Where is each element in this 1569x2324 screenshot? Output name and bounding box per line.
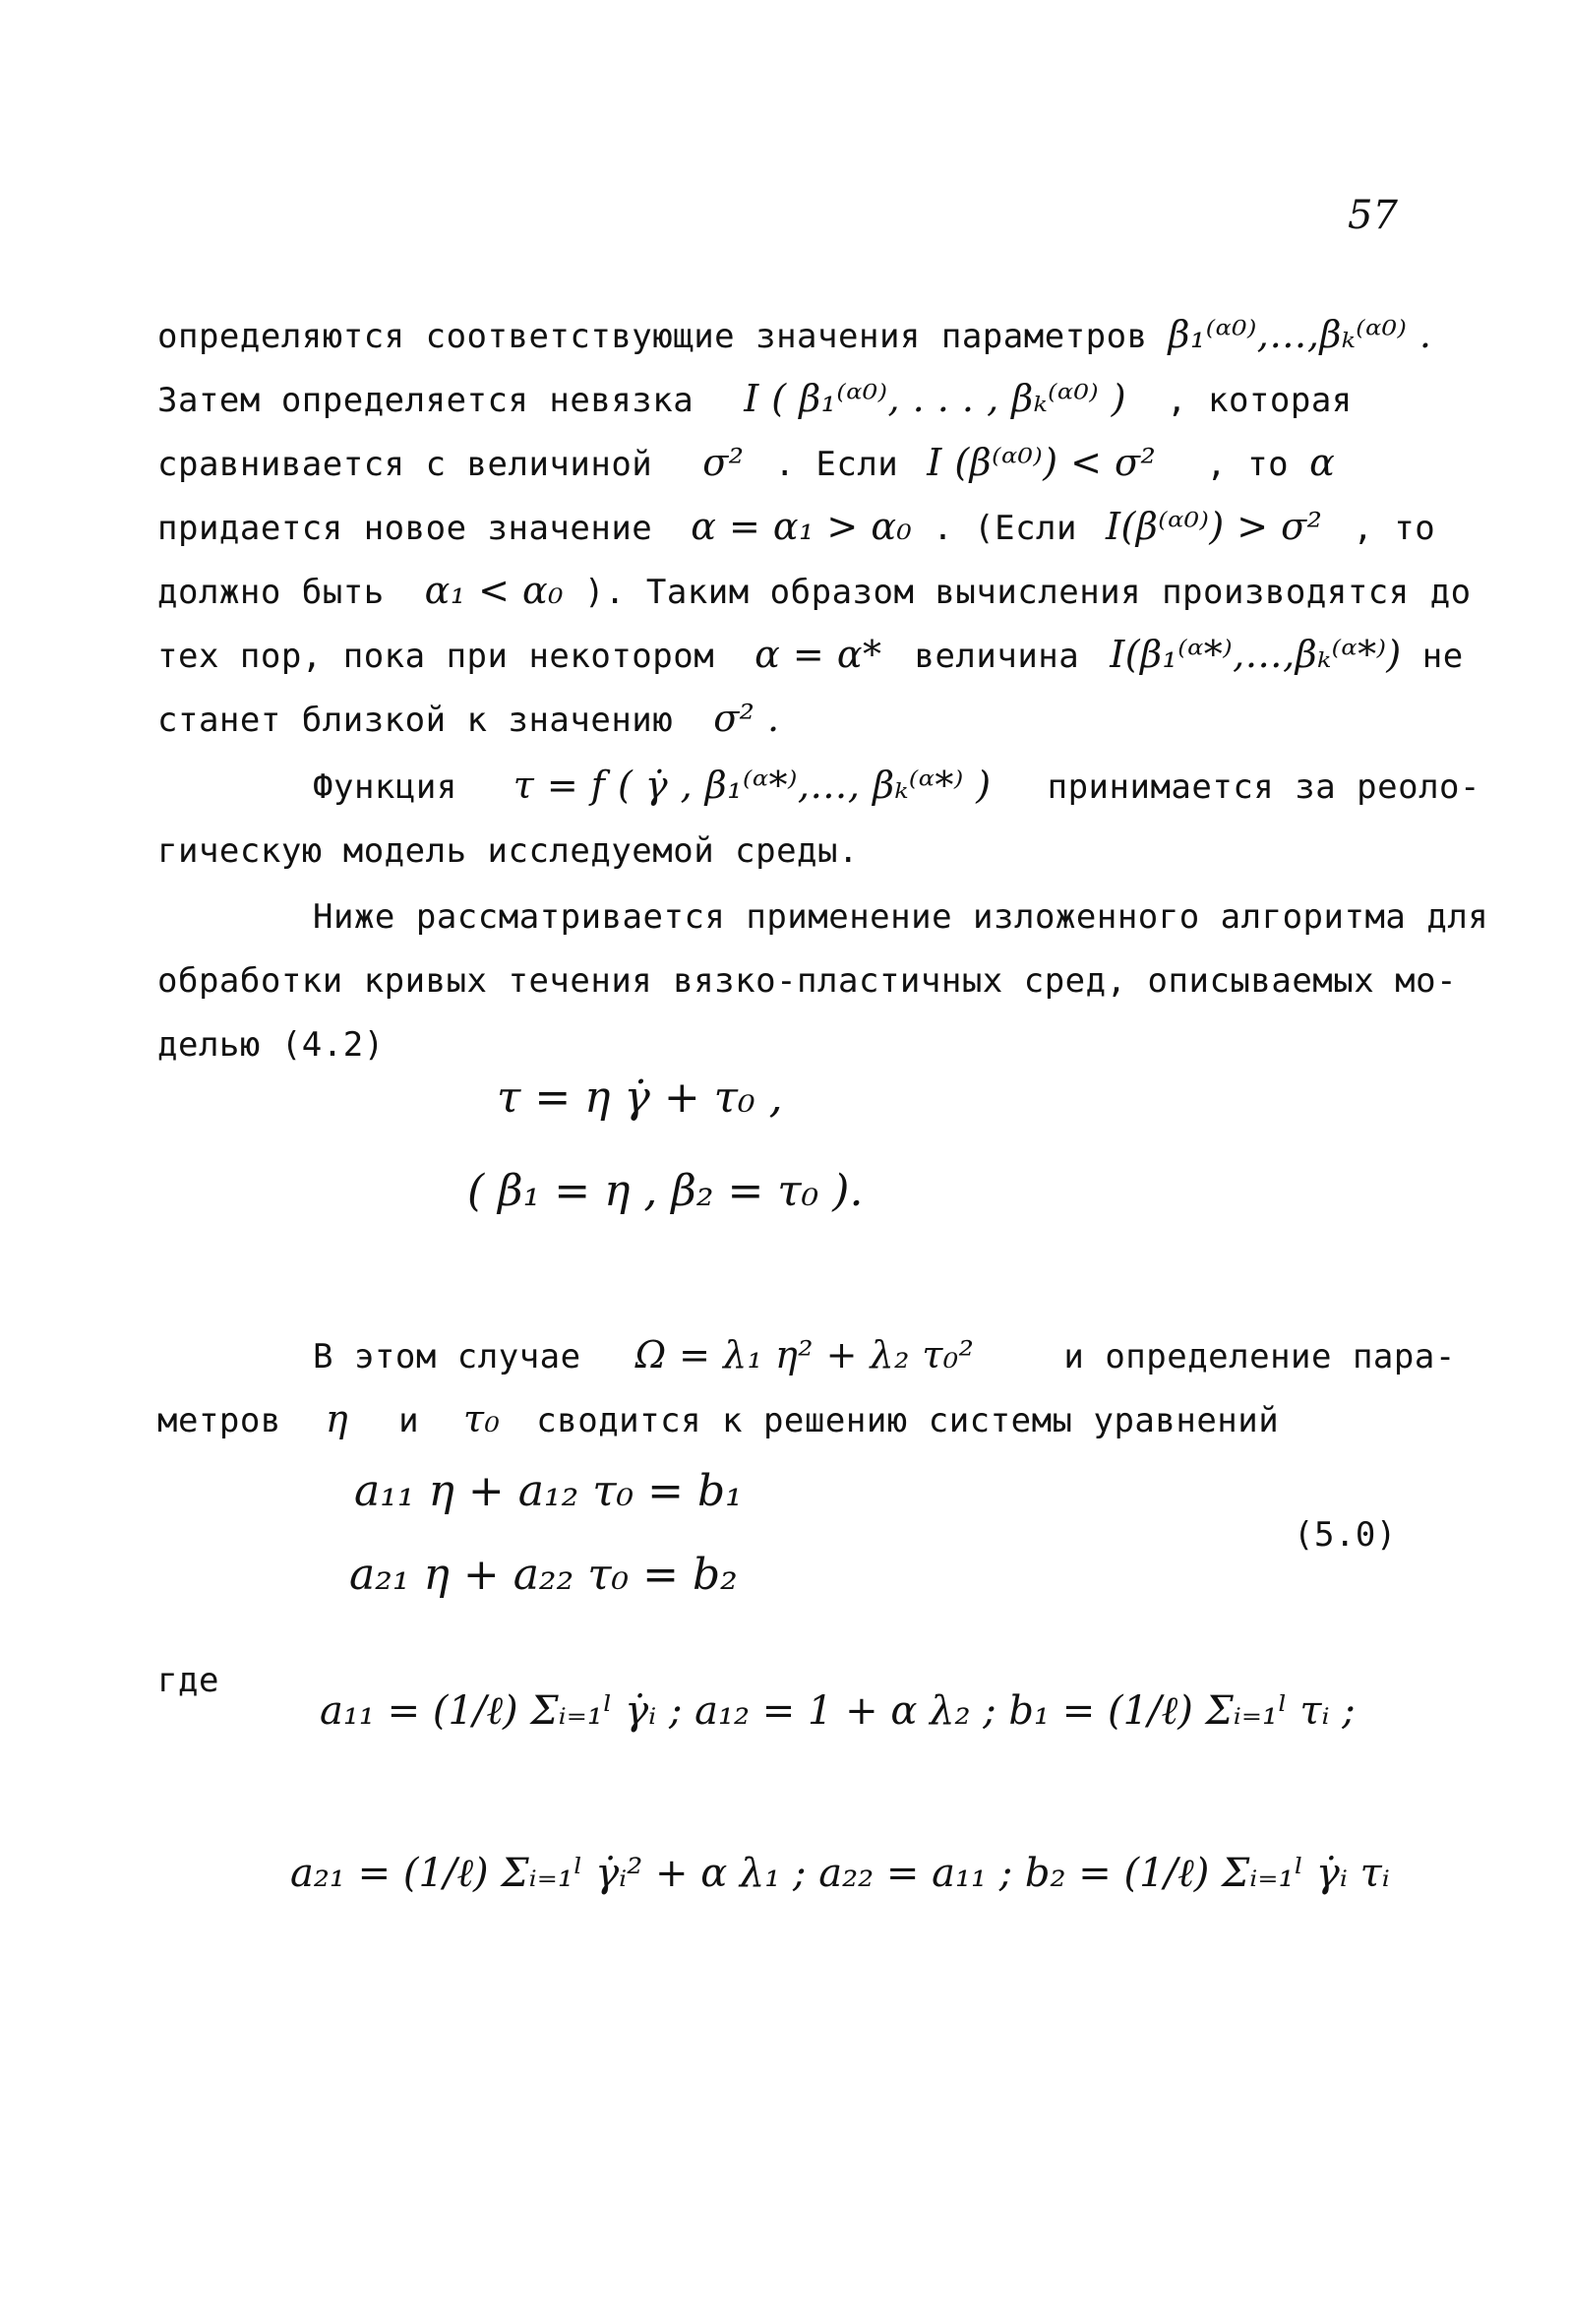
text-segment: и определение пара- [1063, 1337, 1456, 1376]
text-segment: Функция [313, 767, 457, 807]
text-segment: . (Если [933, 509, 1077, 548]
formula-definitions-line-1: a₁₁ = (1/ℓ) Σᵢ₌₁ˡ γ̇ᵢ ; a₁₂ = 1 + α λ₂ ; b₁ = (1/ℓ) Σᵢ₌₁ˡ τᵢ ; [320, 1688, 1356, 1734]
text-line [157, 569, 1472, 612]
text-line [157, 313, 1432, 356]
formula-alpha: α [1309, 441, 1336, 484]
formula-definitions-line-2: a₂₁ = (1/ℓ) Σᵢ₌₁ˡ γ̇ᵢ² + α λ₁ ; a₂₂ = a₁₁ ; b₂ = (1/ℓ) Σᵢ₌₁ˡ γ̇ᵢ τᵢ [290, 1851, 1390, 1896]
formula-omega: Ω = λ₁ η² + λ₂ τ₀² [634, 1333, 975, 1376]
formula-residual: I ( β₁⁽ᵅ⁰⁾, . . . , βₖ⁽ᵅ⁰⁾ ) [744, 377, 1127, 420]
text-segment: , то [1353, 509, 1436, 548]
text-segment: сводится к решению системы уравнений [536, 1401, 1280, 1440]
formula-alpha-less: α₁ < α₀ [424, 569, 564, 612]
formula-residual-star: I(β₁⁽ᵅ*⁾,…,βₖ⁽ᵅ*⁾) [1110, 633, 1402, 676]
text-line: Ниже рассматривается применение изложенного алгоритма для [313, 897, 1489, 937]
formula-model: τ = η γ̇ + τ₀ , [497, 1072, 783, 1123]
text-line [157, 1397, 1279, 1440]
formula-model-params: ( β₁ = η , β₂ = τ₀ ). [467, 1166, 864, 1216]
text-segment: сравнивается с величиной [157, 445, 653, 484]
text-segment: станет близкой к значению [157, 701, 674, 740]
text-segment: ). Таким образом вычисления производятся до [583, 573, 1472, 612]
text-segment: В этом случае [313, 1337, 581, 1376]
text-segment: принимается за реоло- [1047, 767, 1480, 807]
page-number: 57 [1348, 193, 1398, 238]
text-segment: придается новое значение [157, 509, 653, 548]
text-line: гическую модель исследуемой среды. [157, 831, 859, 871]
text-segment: метров [157, 1401, 281, 1440]
text-line [157, 697, 780, 740]
text-line [157, 633, 1464, 676]
formula-system-line-1: a₁₁ η + a₁₂ τ₀ = b₁ [354, 1466, 743, 1516]
formula-sigma2: σ² [702, 441, 745, 484]
formula-alpha-new: α = α₁ > α₀ [691, 505, 913, 548]
formula-cond-greater: I(β⁽ᵅ⁰⁾) > σ² [1105, 505, 1323, 548]
formula-alpha-star: α = α* [754, 633, 882, 676]
text-segment: , то [1206, 445, 1290, 484]
formula-beta-params: β₁⁽ᵅ⁰⁾,…,βₖ⁽ᵅ⁰⁾ . [1168, 313, 1432, 356]
text-line [157, 441, 1335, 484]
formula-sigma2-end: σ² . [713, 697, 780, 740]
text-segment: величина [914, 637, 1080, 676]
text-line [313, 764, 1480, 807]
formula-function: τ = f ( γ̇ , β₁⁽ᵅ*⁾,…, βₖ⁽ᵅ*⁾ ) [513, 764, 992, 807]
formula-cond-less: I (β⁽ᵅ⁰⁾) < σ² [927, 441, 1157, 484]
text-segment: , которая [1167, 381, 1353, 420]
text-segment: Затем определяется невязка [157, 381, 694, 420]
text-segment: и [398, 1401, 420, 1440]
formula-tau0: τ₀ [463, 1397, 501, 1440]
text-segment: . Если [774, 445, 899, 484]
where-label: где [157, 1661, 219, 1700]
formula-eta: η [325, 1397, 349, 1440]
text-segment: определяются соответствующие значения параметров [157, 317, 1148, 356]
text-line [313, 1333, 1456, 1376]
text-line [157, 505, 1435, 548]
equation-number: (5.0) [1294, 1515, 1397, 1555]
text-line: делью (4.2) [157, 1025, 385, 1065]
formula-system-line-2: a₂₁ η + a₂₂ τ₀ = b₂ [349, 1550, 738, 1600]
text-line: обработки кривых течения вязко-пластичных сред, описываемых мо- [157, 961, 1458, 1001]
text-segment: должно быть [157, 573, 385, 612]
text-line [157, 377, 1353, 420]
text-segment: тех пор, пока при некотором [157, 637, 715, 676]
text-segment: не [1421, 637, 1464, 676]
